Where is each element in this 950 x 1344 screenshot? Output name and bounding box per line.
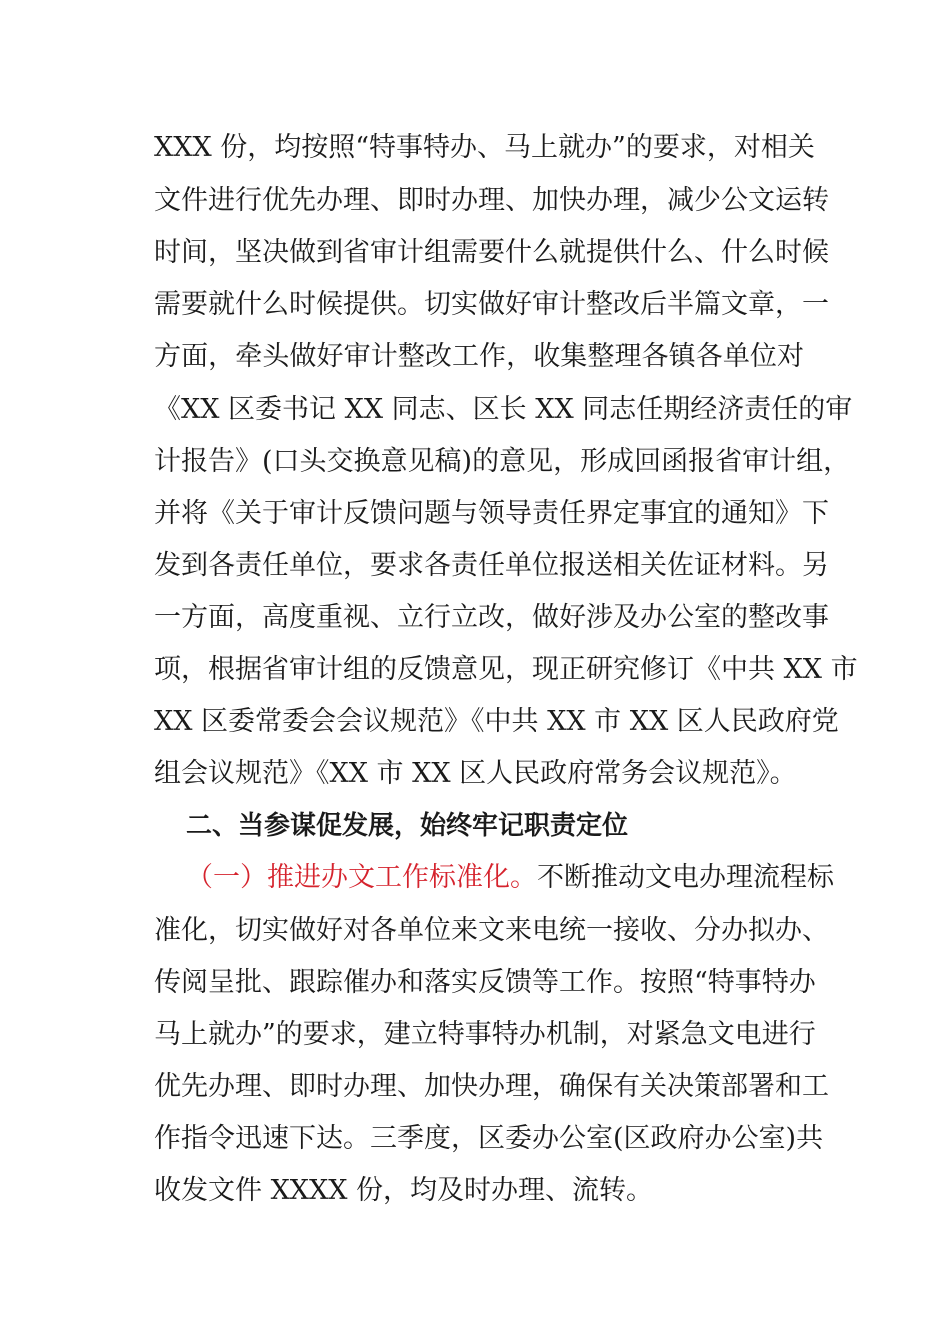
paragraph-first-line	[186, 858, 834, 898]
paragraph-line: 计报告》(口头交换意见稿)的意见，形成回函报省审计组，	[154, 446, 851, 477]
paragraph-line-rest: 不断推动文电办理流程标	[537, 862, 834, 893]
paragraph-line: XXX 份，均按照“特事特办、马上就办”的要求，对相关	[154, 132, 815, 163]
paragraph-line: 并将《关于审计反馈问题与领导责任界定事宜的通知》下	[154, 498, 829, 529]
paragraph-line: 项，根据省审计组的反馈意见，现正研究修订《中共 XX 市	[154, 654, 858, 685]
paragraph-line: 时间，坚决做到省审计组需要什么就提供什么、什么时候	[154, 237, 829, 268]
paragraph-line: 作指令迅速下达。三季度，区委办公室(区政府办公室)共	[154, 1123, 824, 1154]
paragraph-line: XX 区委常委会会议规范》《中共 XX 市 XX 区人民政府党	[154, 706, 839, 737]
section-heading: 二、当参谋促发展，始终牢记职责定位	[186, 811, 629, 841]
paragraph-line: 收发文件 XXXX 份，均及时办理、流转。	[154, 1175, 654, 1206]
paragraph-line: 准化，切实做好对各单位来文来电统一接收、分办拟办、	[154, 915, 829, 946]
paragraph-line: 组会议规范》《XX 市 XX 区人民政府常务会议规范》。	[154, 758, 797, 789]
paragraph-line: 方面，牵头做好审计整改工作，收集整理各镇各单位对	[154, 341, 804, 372]
paragraph-line: 传阅呈批、跟踪催办和落实反馈等工作。按照“特事特办	[154, 967, 816, 998]
paragraph-line: 马上就办”的要求，建立特事特办机制，对紧急文电进行	[154, 1019, 816, 1050]
paragraph-line: 优先办理、即时办理、加快办理，确保有关决策部署和工	[154, 1071, 829, 1102]
subheading-label: （一）推进办文工作标准化。	[186, 862, 537, 893]
paragraph-line: 一方面，高度重视、立行立改，做好涉及办公室的整改事	[154, 602, 829, 633]
paragraph-line: 需要就什么时候提供。切实做好审计整改后半篇文章，一	[154, 289, 829, 320]
paragraph-line: 《XX 区委书记 XX 同志、区长 XX 同志任期经济责任的审	[154, 394, 853, 425]
paragraph-line: 文件进行优先办理、即时办理、加快办理，减少公文运转	[154, 185, 829, 216]
paragraph-line: 发到各责任单位，要求各责任单位报送相关佐证材料。另	[154, 550, 829, 581]
